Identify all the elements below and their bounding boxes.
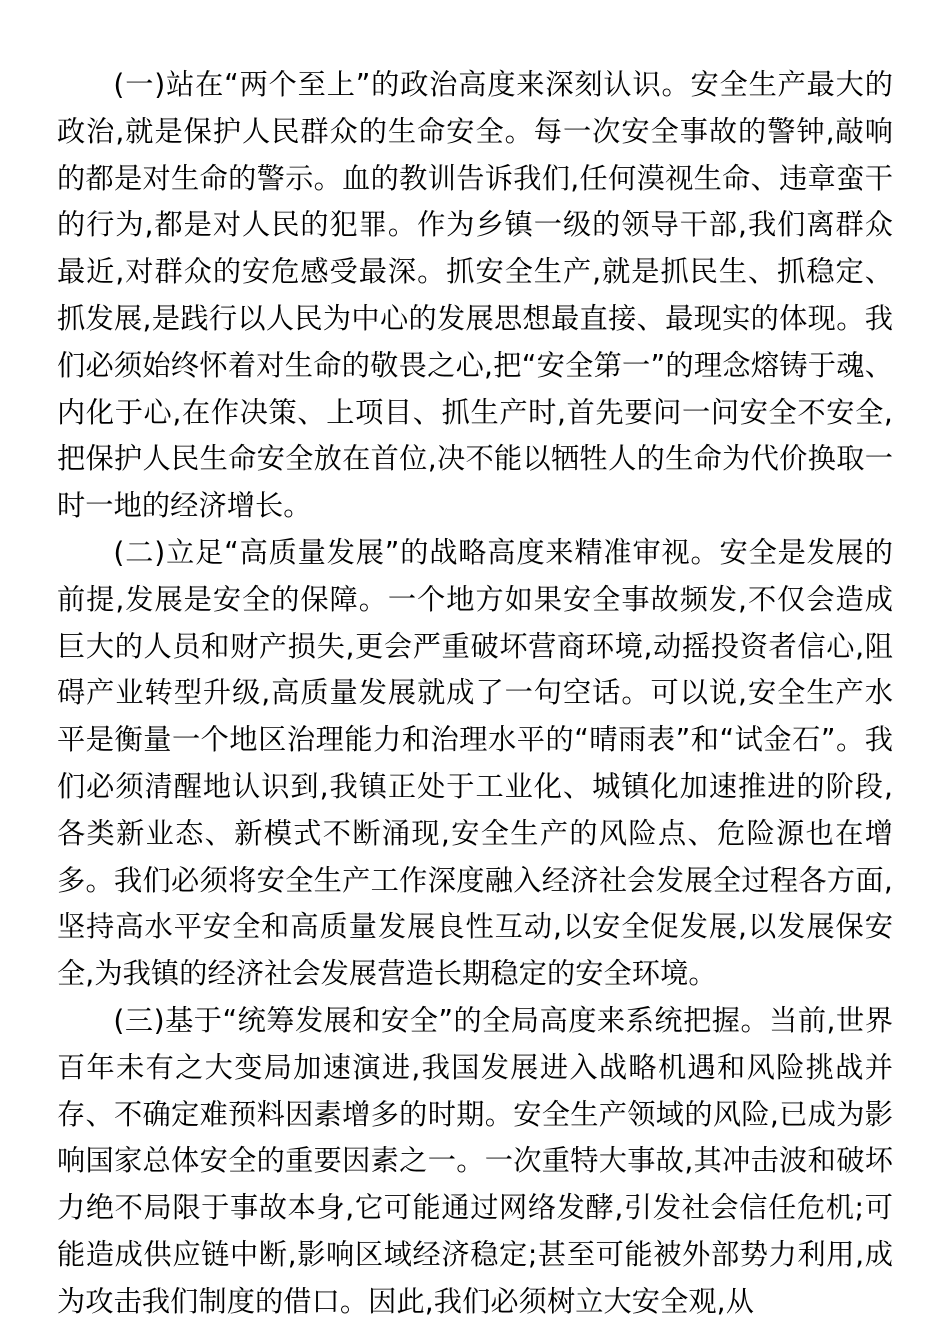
paragraph-section-1: (一)站在“两个至上”的政治高度来深刻认识。安全生产最大的政治,就是保护人民群众的生命安全。每一次安全事故的警钟,敲响的都是对生命的警示。血的教训告诉我们,任何漠视生命、违章蛮干的行为,都是对人民的犯罪。作为乡镇一级的领导干部,我们离群众最近,对群众的安危感受最深。抓安全生产,就是抓民生、抓稳定、抓发展,是践行以人民为中心的发展思想最直接、最现实的体现。我们必须始终怀着对生命的敬畏之心,把“安全第一”的理念熔铸于魂、内化于心,在作决策、上项目、抓生产时,首先要问一问安全不安全,把保护人民生命安全放在首位,决不能以牺牲人的生命为代价换取一时一地的经济增长。: [57, 68, 893, 523]
paragraph-section-3: (三)基于“统筹发展和安全”的全局高度来系统把握。当前,世界百年未有之大变局加速演进,我国发展进入战略机遇和风险挑战并存、不确定难预料因素增多的时期。安全生产领域的风险,已成为影响国家总体安全的重要因素之一。一次重特大事故,其冲击波和破坏力绝不局限于事故本身,它可能通过网络发酵,引发社会信任危机;可能造成供应链中断,影响区域经济稳定;甚至可能被外部势力利用,成为攻击我们制度的借口。因此,我们必须树立大安全观,从: [57, 1003, 893, 1318]
document-text-body: [57, 62, 893, 1326]
paragraph-section-2: (二)立足“高质量发展”的战略高度来精准审视。安全是发展的前提,发展是安全的保障。一个地方如果安全事故频发,不仅会造成巨大的人员和财产损失,更会严重破坏营商环境,动摇投资者信心,阻碍产业转型升级,高质量发展就成了一句空话。可以说,安全生产水平是衡量一个地区治理能力和治理水平的“晴雨表”和“试金石”。我们必须清醒地认识到,我镇正处于工业化、城镇化加速推进的阶段,各类新业态、新模式不断涌现,安全生产的风险点、危险源也在增多。我们必须将安全生产工作深度融入经济社会发展全过程各方面,坚持高水平安全和高质量发展良性互动,以安全促发展,以发展保安全,为我镇的经济社会发展营造长期稳定的安全环境。: [57, 535, 893, 991]
